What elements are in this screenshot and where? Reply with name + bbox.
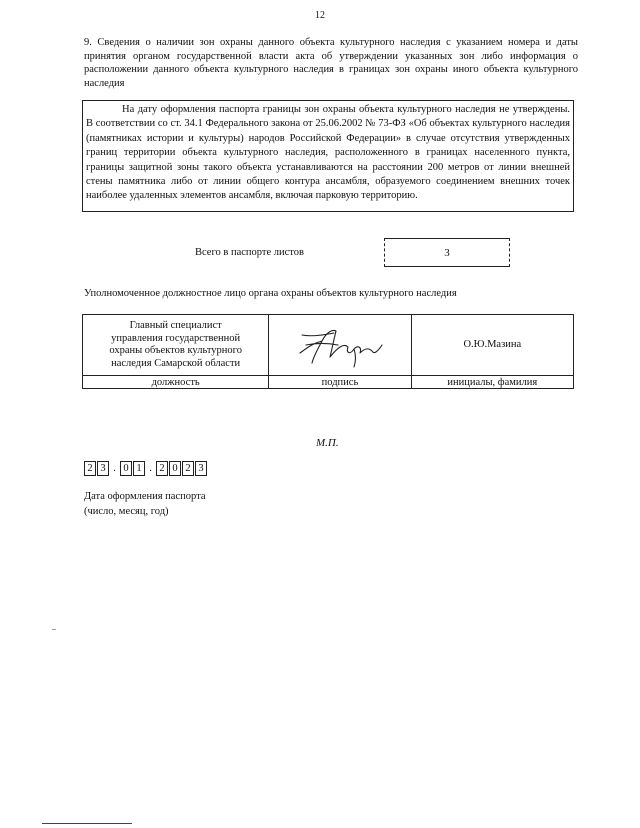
caption-row xyxy=(83,376,574,389)
name-caption: инициалы, фамилия xyxy=(411,376,573,389)
footnote-rule xyxy=(42,823,132,824)
section-heading: 9. Сведения о наличии зон охраны данного объекта культурного наследия с указанием номера и даты принятия органом государственной власти акта об утверждении указанных зон либо информация о расположении данного объекта культурного наследия в границах зон охраны иного объекта культурного наследия xyxy=(84,37,578,89)
date-digit: 3 xyxy=(195,461,207,476)
date-field xyxy=(84,461,208,476)
date-caption-line: (число, месяц, год) xyxy=(84,505,169,517)
handwritten-signature xyxy=(292,321,388,369)
signature-cell xyxy=(269,315,411,376)
position-line: наследия Самарской области xyxy=(111,357,241,369)
official-caption: Уполномоченное должностное лицо органа охраны объектов культурного наследия xyxy=(84,288,457,299)
name-cell: О.Ю.Мазина xyxy=(411,315,573,376)
date-separator: . xyxy=(149,463,152,474)
date-digit: 2 xyxy=(84,461,96,476)
stamp-place-label: М.П. xyxy=(316,437,339,449)
date-digit: 2 xyxy=(182,461,194,476)
position-line: управления государственной xyxy=(111,332,241,344)
position-line: охраны объектов культурного xyxy=(109,345,242,356)
signature-row xyxy=(83,315,574,376)
date-caption-line: Дата оформления паспорта xyxy=(84,491,206,502)
date-digit: 2 xyxy=(156,461,168,476)
info-box xyxy=(82,100,574,212)
position-caption: должность xyxy=(83,376,269,389)
date-digit: 3 xyxy=(97,461,109,476)
signature-caption: подпись xyxy=(269,376,411,389)
scan-artifact xyxy=(52,629,56,630)
date-caption xyxy=(84,490,205,519)
date-digit: 0 xyxy=(120,461,132,476)
date-digit: 0 xyxy=(169,461,181,476)
position-cell xyxy=(83,315,269,376)
page-number: 12 xyxy=(315,10,325,21)
info-text: На дату оформления паспорта границы зон охраны объекта культурного наследия не утверждены. В соответствии со ст. 34.1 Федерального закона от 25.06.2002 № 73-ФЗ «Об объектах культурного наследия (памятниках истории и культуры) народов Российской Федерации» в случае отсутствия утвержденных границ территории объекта культурного наследия, расположенного в границах населенного пункта, границы защитной зоны такого объекта устанавливаются на расстоянии 200 метров от линии внешней стены памятника либо от линии общего контура ансамбля, образуемого соединением внешних точек наиболее удаленных элементов ансамбля, включая парковую территорию. xyxy=(86,104,570,202)
signature-table xyxy=(82,314,574,389)
position-line: Главный специалист xyxy=(129,320,222,331)
date-digit: 1 xyxy=(133,461,145,476)
sheets-label: Всего в паспорте листов xyxy=(195,247,304,258)
date-separator: . xyxy=(113,463,116,474)
sheets-count-box: 3 xyxy=(384,238,510,267)
